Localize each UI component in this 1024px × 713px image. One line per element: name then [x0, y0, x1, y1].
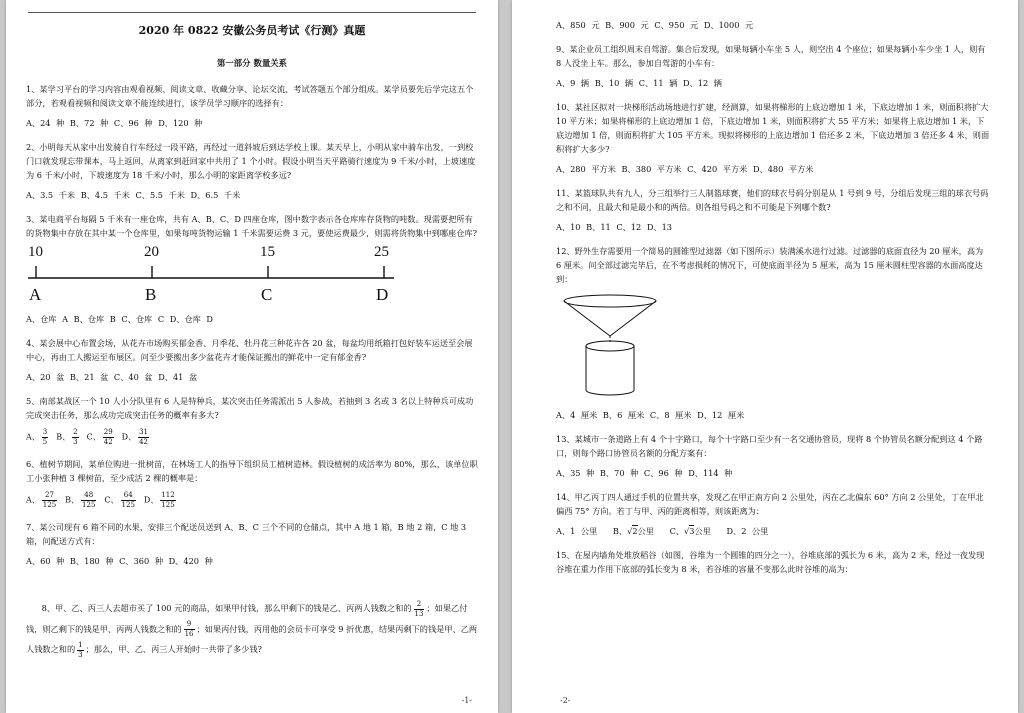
tons-label-b: 20 [144, 244, 159, 260]
tons-label-c: 15 [260, 244, 275, 260]
page-2-content [556, 14, 990, 576]
question-15: 15、在屋内墙角处堆放稻谷（如图，谷堆为一个圆锥的四分之一），谷堆底部的弧长为 6 米，高为 2 米，经过一夜发现谷堆在重力作用下底部的弧长变为 8 米，若谷堆的容量不变那么此时谷堆的高为： [556, 550, 985, 574]
page-top-rule [28, 12, 476, 13]
question-14: 14、甲乙丙丁四人通过手机的位置共享，发现乙在甲正南方向 2 公里处，丙在乙北偏东 60° 方向 2 公里处，丁在甲北偏西 75° 方向。若丁与甲、丙的距离相等，则该距离为： [556, 492, 984, 516]
question-9-options: A、9 辆 B、10 辆 C、11 辆 D、12 辆 [556, 78, 722, 88]
warehouse-letter-b: B [145, 285, 157, 304]
question-1-options: A、24 种 B、72 种 C、96 种 D、120 种 [26, 118, 203, 128]
tons-label-d: 25 [374, 244, 389, 260]
q14-option-c: C、√3公里 [669, 526, 711, 536]
question-8-options: A、850 元 B、900 元 C、950 元 D、1000 元 [556, 20, 754, 30]
question-11-options: A、10 B、11 C、12 D、13 [556, 222, 672, 232]
q6-option-a: A、 $\frac{27}{125}$ [26, 491, 57, 509]
fraction: $\frac{112}{125}$ [161, 491, 175, 509]
fraction: $\frac{27}{125}$ [42, 491, 57, 509]
warehouse-letter-c: C [261, 285, 273, 304]
question-8-part-3: ；如果丙付钱，丙用他的会员卡可享受 9 折优惠，结果丙剩下的钱是甲、乙两人钱数之和的 [26, 623, 478, 654]
page-1-content [26, 20, 478, 680]
cylinder-bottom [586, 390, 634, 395]
question-8-part-2: ；如果乙付钱，则乙剩下的钱是甲、丙两人钱数之和的 [26, 603, 468, 634]
question-6-options [26, 491, 478, 510]
question-1: 1、某学习平台的学习内容由观看视频、阅读文章、收藏分享、论坛交流、考试答题五个部分组成。某学员要先后学完这五个部分，若观看视频和阅读文章不能连续进行，该学员学习顺序的选择有： [26, 84, 474, 108]
q5-option-d: D、 $\frac{31}{42}$ [121, 428, 148, 446]
warehouse-diagram [26, 240, 478, 306]
page-number: -1- [461, 696, 472, 705]
question-10-options: A、280 平方米 B、380 平方米 C、420 平方米 D、480 平方米 [556, 164, 814, 174]
question-5-options [26, 428, 478, 447]
sqrt-symbol: √ [627, 526, 633, 536]
fraction: $\frac{3}{5}$ [42, 428, 48, 446]
question-11: 11、某篮球队共有九人，分三组举行三人制篮球赛，他们的球衣号码分别是从 1 号到 9 号，分组后发现三组的球衣号码之和不同，且最大和是最小和的两倍。则各组号码之和不可能是下列哪个数? [556, 188, 989, 212]
fraction: $\frac{31}{42}$ [139, 428, 148, 446]
q5-option-c: C、 $\frac{29}{42}$ [86, 428, 113, 446]
q14-option-b: B、√2公里 [612, 526, 654, 536]
question-12: 12、野外生存需要用一个简易的圆锥型过滤器（如下图所示）装满溪水进行过滤。过滤器的底面直径为 20 厘米，高为 6 厘米。问全部过滤完毕后，在不考虑损耗的情况下，可使底面半径为 5 厘米，高为 15 厘米圆柱型容器的水面高度达到： [556, 246, 986, 284]
question-4-options: A、20 盆 B、21 盆 C、40 盆 D、41 盆 [26, 372, 198, 382]
q5-option-b: B、 $\frac{2}{3}$ [56, 428, 78, 446]
q14-option-d: D、2 公里 [726, 526, 769, 536]
page-number: -2- [560, 696, 571, 705]
cone-filter-diagram [558, 292, 990, 402]
question-10: 10、某社区拟对一块梯形活动场地进行扩建，经测算，如果将梯形的上底边增加 1 米，下底边增加 1 米，则面积将扩大 10 平方米；如果将梯形的上底边增加 1 倍，下底边增加 1 米，则面积将扩大 55 平方米；如果将上底边增加 1 米，下底边增加 1 倍，则面积将扩大 105 平方米。现拟将梯形的上底边增加 1 倍还多 2 米，下底边增加 3 倍还多 4 米，则面积将扩大多少? [556, 102, 992, 154]
question-13: 13、某城市一条道路上有 4 个十字路口，每个十字路口至少有一名交通协管员，现将 8 个协管员名额分配到这 4 个路口，则每个路口协管员名额的分配方案有： [556, 434, 983, 458]
warehouse-letter-a: A [29, 285, 42, 304]
question-5: 5、南部某战区一个 10 人小分队里有 6 人是特种兵，某次突击任务需派出 5 人参战，若抽到 3 名或 3 名以上特种兵可成功完成突击任务，那么成功完成突击任务的概率有多大? [26, 396, 474, 420]
document-page-2 [512, 0, 1018, 713]
fraction: $\frac{2}{13}$ [414, 599, 424, 618]
fraction: $\frac{64}{125}$ [121, 491, 135, 509]
q6-option-b: B、 $\frac{48}{125}$ [65, 491, 96, 509]
sqrt-symbol: √ [684, 526, 690, 536]
fraction: $\frac{2}{3}$ [73, 428, 78, 446]
cylinder-top [586, 341, 634, 351]
section-heading: 第一部分 数量关系 [217, 58, 287, 68]
question-2-options: A、3.5 千米 B、4.5 千米 C、5.5 千米 D、6.5 千米 [26, 190, 241, 200]
cone-rim [564, 295, 656, 307]
q6-option-d: D、 $\frac{112}{125}$ [143, 491, 175, 509]
question-9: 9、某企业员工组织周末自驾游。集合后发现，如果每辆小车坐 5 人，则空出 4 个座位；如果每辆小车少坐 1 人，则有 8 人没坐上车。那么，参加自驾游的小车有： [556, 44, 989, 68]
question-8-part-1: 8、甲、乙、丙三人去超市买了 100 元的商品，如果甲付钱，那么甲剩下的钱是乙、丙两人钱数之和的 [41, 603, 412, 613]
fraction: $\frac{48}{125}$ [82, 491, 96, 509]
question-12-options: A、4 厘米 B、6 厘米 C、8 厘米 D、12 厘米 [556, 410, 745, 420]
fraction: $\frac{29}{42}$ [103, 428, 113, 446]
question-13-options: A、35 种 B、70 种 C、96 种 D、114 种 [556, 468, 733, 478]
question-7: 7、某公司现有 6 箱不同的水果，安排三个配送员送到 A、B、C 三个不同的仓储点，其中 A 地 1 箱，B 地 2 箱，C 地 3 箱，问配送方式有： [26, 522, 469, 546]
question-2: 2、小明每天从家中出发骑自行车经过一段平路，再经过一道斜坡后到达学校上课。某天早上，小明从家中骑车出发，一到校门口就发现忘带课本，马上返回，从离家到赶回家中共用了 1 个小时。假设小明当天平路骑行速度为 9 千米/小时，上坡速度为 6 千米/小时，下坡速度为 18 千米/小时，那么小明的家距离学校多远? [26, 142, 476, 180]
question-3: 3、某电商平台每隔 5 千米有一座仓库，共有 A、B、C、D 四座仓库，图中数字表示各仓库库存货物的吨数。现需要把所有的货物集中存放在其中某一个仓库里，如果每吨货物运输 1 千米需要运费 3 元，要使运费最少，则需将货物集中到哪座仓库? [26, 214, 477, 238]
fraction: $\frac{1}{3}$ [78, 640, 83, 659]
q6-option-c: C、 $\frac{64}{125}$ [104, 491, 135, 509]
question-4: 4、某会展中心布置会场，从花卉市场购买郁金香、月季花、牡丹花三种花卉各 20 盆，每盆均用纸箱打包好装车运送至会展中心，再由工人搬运至布展区。问至少要搬出多少盆花卉才能保证搬出的鲜花中一定有郁金香? [26, 338, 473, 362]
q5-option-a: A、 $\frac{3}{5}$ [26, 428, 48, 446]
warehouse-letter-d: D [376, 285, 389, 304]
question-8-part-4: ；那么，甲、乙、丙三人开始时一共带了多少钱? [85, 644, 262, 654]
question-7-options: A、60 种 B、180 种 C、360 种 D、420 种 [26, 556, 213, 566]
fraction: $\frac{9}{16}$ [184, 620, 194, 638]
document-title: 2020 年 0822 安徽公务员考试《行测》真题 [138, 24, 366, 37]
question-6: 6、植树节期间，某单位购进一批树苗，在林场工人的指导下组织员工植树造林。假设植树的成活率为 80%，那么，该单位职工小张种植 3 棵树苗，至少成活 2 棵的概率是： [26, 459, 478, 483]
tons-label-a: 10 [28, 244, 43, 260]
document-page-1 [6, 0, 498, 713]
question-8 [26, 578, 478, 680]
q14-option-a: A、1 公里 [556, 526, 598, 536]
question-3-options: A、仓库 A B、仓库 B C、仓库 C D、仓库 D [26, 314, 213, 324]
question-14-options [556, 524, 990, 538]
